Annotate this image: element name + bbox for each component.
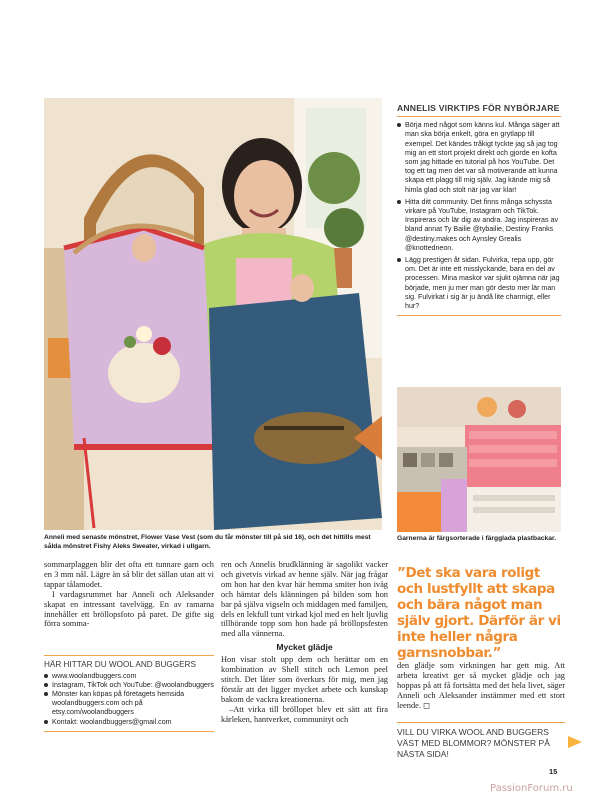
next-page-teaser: VILL DU VIRKA WOOL AND BUGGERS VÄST MED BLOMMOR? MÖNSTER PÅ NÄSTA SIDA! xyxy=(397,727,550,759)
yarn-photo-caption: Garnerna är färgsorterade i färgglada plastbackar. xyxy=(397,535,557,542)
tip-item: Lägg prestigen åt sidan. Fulvirka, repa upp, gör om. Det är inte ett misslyckande, bara en del av processen. Mina maskor var sjukt ojämna när jag började, men ju mer man gör desto mer lär man sig. Fulvirkat i sig är ju ändå lite charmigt, eller hur? xyxy=(397,256,561,311)
bullet-icon xyxy=(397,200,401,204)
arrow-right-icon xyxy=(568,736,582,748)
watermark: PassionForum.ru xyxy=(490,783,573,794)
paragraph: –Att virka till bröllopet blev ett sätt att fira kärleken, hantverket, communityt och xyxy=(221,704,388,724)
paragraph: den glädje som virkningen har gett mig. Att arbeta kreativt ger så mycket glädje och jag hoppas på att få fortsätta med det hela livet, säger Anneli och Aleksander instämmer med ett stort leende. ◻ xyxy=(397,661,565,710)
bullet-icon xyxy=(44,720,48,724)
tip-item: Börja med något som känns kul. Många säger att man ska börja enkelt, göra en grytlapp till exempel. Det kändes tråkigt tyckte jag så jag tog mig an ett stort projekt direkt och gjorde en kofta som jag hittade en tutorial på hos YouTube. Det tog ett tag men det var så motiverande att kunna skapa ett plagg till mig själv. Jag kände mig så himla glad och stolt när jag var klar! xyxy=(397,121,561,195)
bullet-icon xyxy=(397,123,401,127)
main-photo-caption: Anneli med senaste mönstret, Flower Vase Vest (som du får mönster till på sid 16), och det hittills mest sålda mönstret Fishy Aleks Sweater, virkad i ullgarn. xyxy=(44,534,371,550)
divider xyxy=(397,722,565,723)
find-item: Mönster kan köpas på företagets hemsida woolandbuggers.com och på etsy.com/woolandbuggers xyxy=(44,690,214,717)
tip-item: Hitta ditt community. Det finns många schyssta virkare på YouTube, Instagram och TikTok. Inspireras och lär dig av andra. Jag inspireras av bland annat Ty Bailie @tybailie, Destiny Franks @destiny.makes och Aynsley Grealis @knottedneon. xyxy=(397,198,561,253)
bullet-icon xyxy=(397,258,401,262)
paragraph: I vardagsrummet har Anneli och Aleksander skapat en intressant tavelvägg. En av ramarna innehåller ett bröllopsfoto på paret. De gifte sig förra somma- xyxy=(44,589,214,629)
paragraph: sommarplaggen blir det ofta ett tunnare garn och en 3 mm nål. Lägre än så blir det sällan utan att vi tappar tålamodet. xyxy=(44,560,214,589)
body-column-2 xyxy=(221,560,388,725)
find-item: Instagram, TikTok och YouTube: @woolandbuggers xyxy=(44,681,214,690)
body-column-1 xyxy=(44,560,214,629)
where-to-find-box xyxy=(44,655,214,732)
divider xyxy=(397,315,561,316)
crochet-photo-illustration xyxy=(44,98,382,530)
find-heading: HÄR HITTAR DU WOOL AND BUGGERS xyxy=(44,655,214,672)
body-column-3 xyxy=(397,661,565,711)
paragraph: Hon visar stolt upp dem och berättar om en kombination av Shell stitch och Lemon peel stitch. Det låter som överkurs för mig, men jag förstår att det ligger mycket arbete och kunskap bakom de vackra kreationerna. xyxy=(221,655,388,704)
tips-heading: ANNELIS VIRKTIPS FÖR NYBÖRJARE xyxy=(397,104,561,117)
find-item: www.woolandbuggers.com xyxy=(44,672,214,681)
find-item: Kontakt: woolandbuggers@gmail.com xyxy=(44,718,214,727)
bullet-icon xyxy=(44,683,48,687)
bullet-icon xyxy=(44,692,48,696)
main-photo xyxy=(44,98,382,530)
divider xyxy=(44,731,214,732)
page-number: 15 xyxy=(549,767,558,776)
pull-quote: ”Det ska vara roligt och lustfyllt att skapa och bära något man själv gjort. Därför är vi inte heller några garnsnobbar.” xyxy=(397,565,561,661)
beginner-tips-box xyxy=(397,104,561,316)
paragraph: ren och Annelis brudklänning är sagolikt vacker och givetvis virkad av henne själv. När jag frågar om hon har den kvar här hemma smiter hon iväg och hämtar dels klänningen på bilden som hon bar på själva vigseln och middagen med familjen, dels en lekfull tunt virkad kjol med en helt ljuvlig tillhörande topp som hon hade på bröllopsfesten med alla vännerna. xyxy=(221,560,388,639)
yarn-crates-illustration xyxy=(397,387,561,532)
subheading: Mycket glädje xyxy=(276,642,333,653)
yarn-crates-photo xyxy=(397,387,561,532)
bullet-icon xyxy=(44,674,48,678)
